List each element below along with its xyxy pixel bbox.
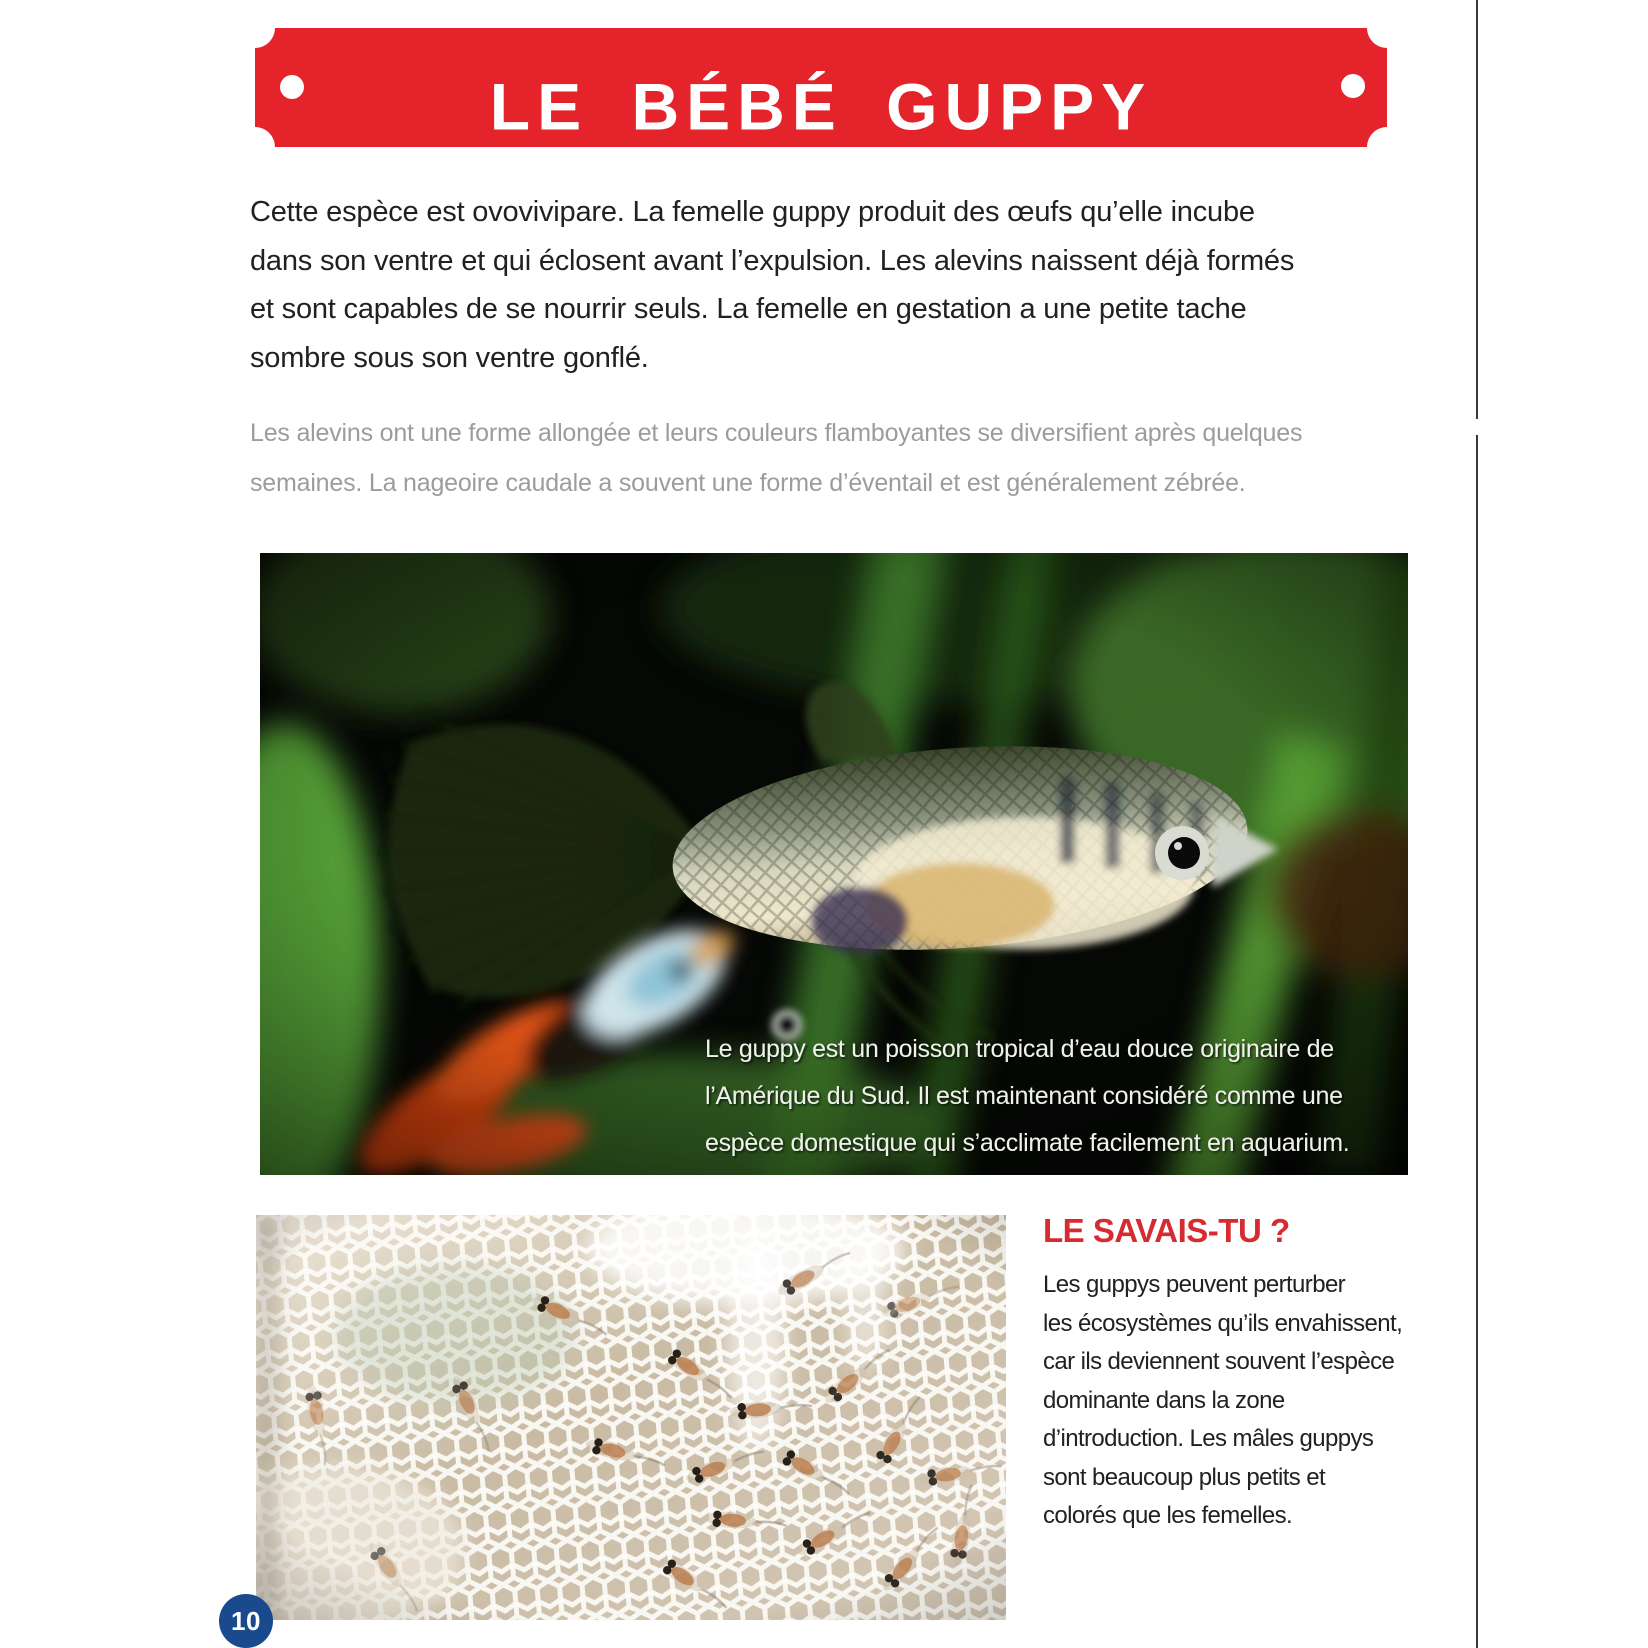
intro-line-4: sombre sous son ventre gonflé. xyxy=(250,341,649,374)
photo-caption xyxy=(705,1035,1349,1157)
did-you-know-heading: LE SAVAIS-TU ? xyxy=(1043,1212,1290,1249)
page-edge-line-top xyxy=(1476,0,1478,419)
page-number-badge xyxy=(219,1594,273,1648)
did-you-know-line-5: d’introduction. Les mâles guppys xyxy=(1043,1425,1374,1452)
did-you-know-line-4: dominante dans la zone xyxy=(1043,1386,1285,1414)
intro-line-2: dans son ventre et qui éclosent avant l’expulsion. Les alevins naissent déjà formés xyxy=(250,244,1295,277)
caption-line-3: espèce domestique qui s’acclimate facilement en aquarium. xyxy=(705,1129,1350,1157)
guppy-photo xyxy=(260,553,1408,1175)
intro-line-3: et sont capables de se nourrir seuls. La femelle en gestation a une petite tache xyxy=(250,293,1247,325)
did-you-know-line-1: Les guppys peuvent perturber xyxy=(1043,1271,1346,1298)
title-banner xyxy=(255,28,1387,147)
banner-screw-right xyxy=(1341,74,1365,98)
banner-plaque xyxy=(255,28,1387,147)
did-you-know-line-6: sont beaucoup plus petits et xyxy=(1043,1463,1326,1491)
subtitle-line-2: semaines. La nageoire caudale a souvent une forme d’éventail et est généralement zébrée. xyxy=(250,469,1246,497)
did-you-know-section xyxy=(1043,1212,1443,1536)
caption-line-2: l’Amérique du Sud. Il est maintenant considéré comme une xyxy=(705,1082,1343,1110)
page-edge-line-bottom xyxy=(1476,435,1478,1648)
fry-photo xyxy=(256,1215,1006,1620)
did-you-know-line-7: colorés que les femelles. xyxy=(1043,1502,1293,1529)
page-number: 10 xyxy=(231,1605,261,1636)
intro-paragraph xyxy=(250,188,1430,382)
did-you-know-line-3: car ils deviennent souvent l’espèce xyxy=(1043,1348,1395,1375)
intro-line-1: Cette espèce est ovovivipare. La femelle guppy produit des œufs qu’elle incube xyxy=(250,196,1255,228)
subtitle-paragraph xyxy=(250,408,1430,508)
page-title: LE BÉBÉ GUPPY xyxy=(489,69,1153,144)
subtitle-line-1: Les alevins ont une forme allongée et leurs couleurs flamboyantes se diversifient après quelques xyxy=(250,419,1303,447)
did-you-know-line-2: les écosystèmes qu’ils envahissent, xyxy=(1043,1309,1403,1337)
caption-line-1: Le guppy est un poisson tropical d’eau douce originaire de xyxy=(705,1035,1334,1063)
banner-screw-left xyxy=(280,75,304,99)
